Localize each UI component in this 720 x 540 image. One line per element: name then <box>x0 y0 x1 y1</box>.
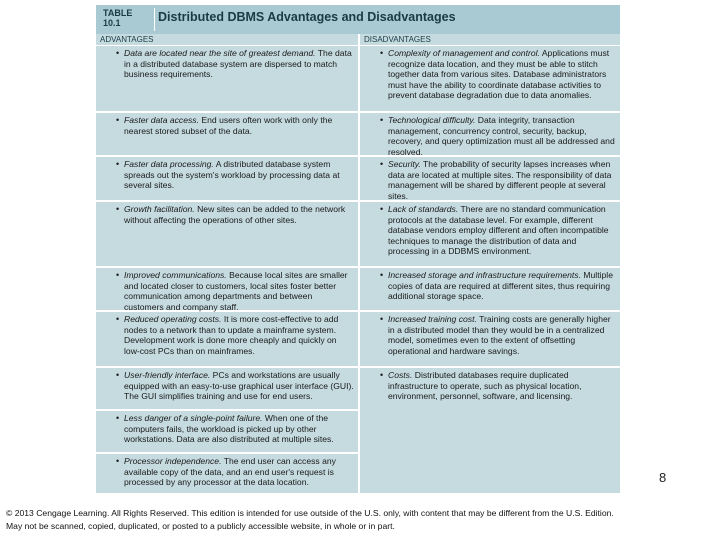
page-number: 8 <box>659 470 667 485</box>
bullet-icon: • <box>116 115 120 125</box>
bullet-icon: • <box>380 204 384 214</box>
table-row <box>360 157 620 202</box>
row-text: Multiple copies of data are required at different sites, thus requiring additional storage space. <box>388 270 613 302</box>
row-text: Applications must recognize data location, and they must be able to stitch together data from various sites. Database administrators must have the ability to coordinate database activities to prevent database degradation due to data anomalies. <box>388 48 610 101</box>
table-figure <box>96 5 620 493</box>
table-row <box>96 202 358 268</box>
bullet-icon: • <box>116 270 120 280</box>
row-term: Data are located near the site of greatest demand. <box>124 48 316 58</box>
bullet-icon: • <box>380 48 384 58</box>
row-text: The data in a distributed database system are dispersed to match business requirements. <box>124 48 352 80</box>
copyright-footer: © 2013 Cengage Learning. All Rights Reserved. This edition is intended for use outside of the U.S. only, with content that may be different from the U.S. Edition. <box>6 508 614 518</box>
row-term: Growth facilitation. <box>124 204 195 214</box>
row-term: Security. <box>388 159 421 169</box>
row-text: The probability of security lapses increases when data are located at multiple sites. The responsibility of data management will be shared by different people at several sites. <box>388 159 612 201</box>
bullet-icon: • <box>116 314 120 324</box>
row-text: There are no standard communication protocols at the database level. For example, different database vendors employ different and often incompatible techniques to manage the distribution of data and processing in a DDBMS environment. <box>388 204 609 257</box>
table-row <box>360 312 620 368</box>
row-term: Faster data processing. <box>124 159 214 169</box>
table-row <box>360 202 620 268</box>
row-text: Data integrity, transaction management, concurrency control, security, backup, recovery, and query optimization must all be addressed and resolved. <box>388 115 615 157</box>
bullet-icon: • <box>380 270 384 280</box>
bullet-icon: • <box>116 204 120 214</box>
table-row <box>96 454 358 493</box>
row-text: Because local sites are smaller and located closer to customers, local sites foster better communication among departments and between customers and company staff. <box>124 270 348 312</box>
bullet-icon: • <box>380 159 384 169</box>
copyright-footer-line2: May not be scanned, copied, duplicated, or posted to a publicly accessible website, in whole or in part. <box>6 521 395 531</box>
table-row <box>96 411 358 454</box>
row-text: End users often work with only the nearest stored subset of the data. <box>124 115 333 136</box>
row-term: Reduced operating costs. <box>124 314 222 324</box>
bullet-icon: • <box>116 370 120 380</box>
row-term: Lack of standards. <box>388 204 459 214</box>
row-text: PCs and workstations are usually equipped with an easy-to-use graphical user interface (GUI). The GUI simplifies training and use for end users. <box>124 370 354 402</box>
table-header <box>96 5 620 34</box>
row-text: It is more cost-effective to add nodes to a network than to update a mainframe system. Development work is done more cheaply and quickly on low-cost PCs than on mainframes. <box>124 314 339 356</box>
bullet-icon: • <box>116 456 120 466</box>
row-term: Less danger of a single-point failure. <box>124 413 263 423</box>
table-label: TABLE 10.1 <box>103 8 133 28</box>
table-row <box>360 368 620 493</box>
table-row <box>96 46 358 113</box>
row-term: Increased storage and infrastructure requirements. <box>388 270 581 280</box>
row-term: User-friendly interface. <box>124 370 211 380</box>
table-title: Distributed DBMS Advantages and Disadvantages <box>158 10 456 24</box>
table-row <box>360 113 620 157</box>
bullet-icon: • <box>380 370 384 380</box>
bullet-icon: • <box>116 48 120 58</box>
row-term: Faster data access. <box>124 115 199 125</box>
table-row <box>360 268 620 312</box>
table-row <box>96 268 358 312</box>
bullet-icon: • <box>116 413 120 423</box>
bullet-icon: • <box>116 159 120 169</box>
row-term: Processor independence. <box>124 456 222 466</box>
row-text: Training costs are generally higher in a distributed model than they would be in a centralized model, sometimes even to the extent of offsetting operational and hardware savings. <box>388 314 611 356</box>
row-term: Increased training cost. <box>388 314 477 324</box>
row-term: Costs. <box>388 370 413 380</box>
table-row <box>96 113 358 157</box>
bullet-icon: • <box>380 115 384 125</box>
row-term: Technological difficulty. <box>388 115 476 125</box>
header-divider <box>154 8 155 31</box>
row-text: When one of the computers fails, the workload is picked up by other workstations. Data are also distributed at multiple sites. <box>124 413 334 445</box>
column-header-advantages: ADVANTAGES <box>96 34 358 46</box>
row-term: Improved communications. <box>124 270 227 280</box>
row-text: New sites can be added to the network without affecting the operations of other sites. <box>124 204 346 225</box>
table-row <box>360 46 620 113</box>
column-header-disadvantages: DISADVANTAGES <box>360 34 620 46</box>
row-text: A distributed database system spreads out the system's workload by processing data at several sites. <box>124 159 340 191</box>
table-row <box>96 368 358 411</box>
bullet-icon: • <box>380 314 384 324</box>
row-term: Complexity of management and control. <box>388 48 540 58</box>
table-row <box>96 312 358 368</box>
row-text: Distributed databases require duplicated infrastructure to operate, such as physical location, environment, personnel, software, and licensing. <box>388 370 582 402</box>
table-row <box>96 157 358 202</box>
row-text: The end user can access any available copy of the data, and an end user's request is processed by any processor at the data location. <box>124 456 336 488</box>
